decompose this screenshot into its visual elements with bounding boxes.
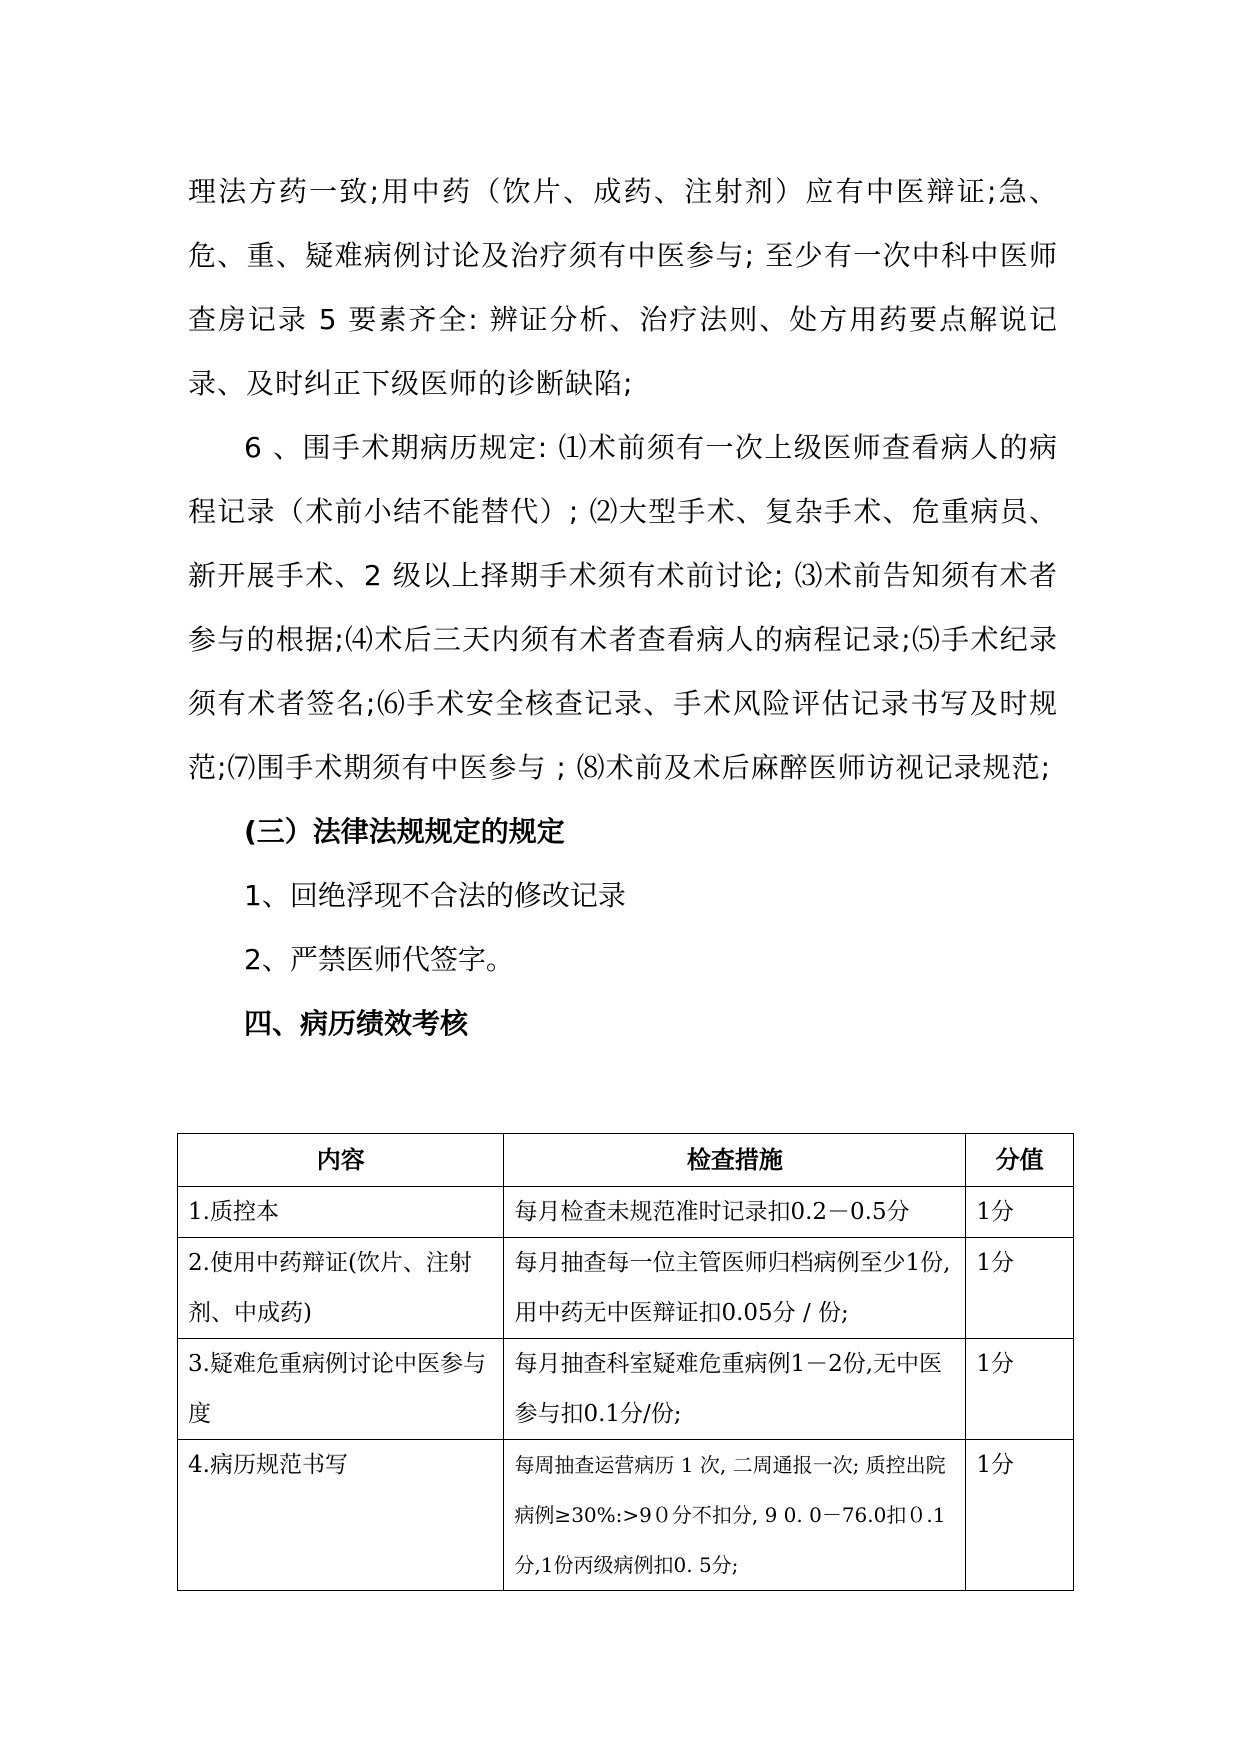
header-score: 分值 bbox=[966, 1134, 1074, 1187]
cell-score: 1分 bbox=[966, 1187, 1074, 1238]
section-heading-legal: (三）法律法规规定的规定 bbox=[244, 815, 565, 848]
performance-table bbox=[177, 1133, 1074, 1591]
document-body bbox=[188, 160, 1058, 1056]
cell-measure: 每月检查未规范准时记录扣0.2－0.5分 bbox=[504, 1187, 966, 1238]
header-content: 内容 bbox=[178, 1134, 504, 1187]
table-row bbox=[178, 1440, 1074, 1591]
header-measure: 检查措施 bbox=[504, 1134, 966, 1187]
table-header-row bbox=[178, 1134, 1074, 1187]
table-row bbox=[178, 1187, 1074, 1238]
cell-score: 1分 bbox=[966, 1440, 1074, 1591]
cell-content: 3.疑难危重病例讨论中医参与度 bbox=[178, 1339, 504, 1440]
cell-measure: 每月抽查科室疑难危重病例1－2份,无中医参与扣0.1分/份; bbox=[504, 1339, 966, 1440]
cell-score: 1分 bbox=[966, 1339, 1074, 1440]
paragraph-perioperative-rules: 6 、围手术期病历规定: ⑴术前须有一次上级医师查看病人的病程记录（术前小结不能替代）; ⑵大型手术、复杂手术、危重病员、新开展手术、2 级以上择期手术须有术前讨论; ⑶术前告知须有术者参与的根据;⑷术后三天内须有术者查看病人的病程记录;⑸手术纪录须有术者签名;⑹手术安全核查记录、手术风险评估记录书写及时规范;⑺围手术期须有中医参与 ; ⑻术前及术后麻醉医师访视记录规范; bbox=[188, 431, 1058, 784]
cell-measure: 每周抽查运营病历 1 次, 二周通报一次; 质控出院病例≥30%:>9０分不扣分, 9 0. 0－76.0扣０.1分,1份丙级病例扣0. 5分; bbox=[504, 1440, 966, 1591]
section-heading-performance: 四、病历绩效考核 bbox=[244, 1007, 469, 1040]
table-row bbox=[178, 1238, 1074, 1339]
cell-content: 4.病历规范书写 bbox=[178, 1440, 504, 1591]
cell-score: 1分 bbox=[966, 1238, 1074, 1339]
paragraph-tcm-requirements: 理法方药一致;用中药（饮片、成药、注射剂）应有中医辩证;急、危、重、疑难病例讨论及治疗须有中医参与; 至少有一次中科中医师查房记录 5 要素齐全: 辨证分析、治疗法则、处方用药要点解说记录、及时纠正下级医师的诊断缺陷; bbox=[188, 175, 1058, 400]
table-row bbox=[178, 1339, 1074, 1440]
list-item-no-proxy-sign: 2、严禁医师代签字。 bbox=[244, 943, 514, 976]
cell-content: 2.使用中药辩证(饮片、注射剂、中成药) bbox=[178, 1238, 504, 1339]
list-item-illegal-edits: 1、回绝浮现不合法的修改记录 bbox=[244, 879, 626, 912]
cell-measure: 每月抽查每一位主管医师归档病例至少1份, 用中药无中医辩证扣0.05分 / 份; bbox=[504, 1238, 966, 1339]
cell-content: 1.质控本 bbox=[178, 1187, 504, 1238]
